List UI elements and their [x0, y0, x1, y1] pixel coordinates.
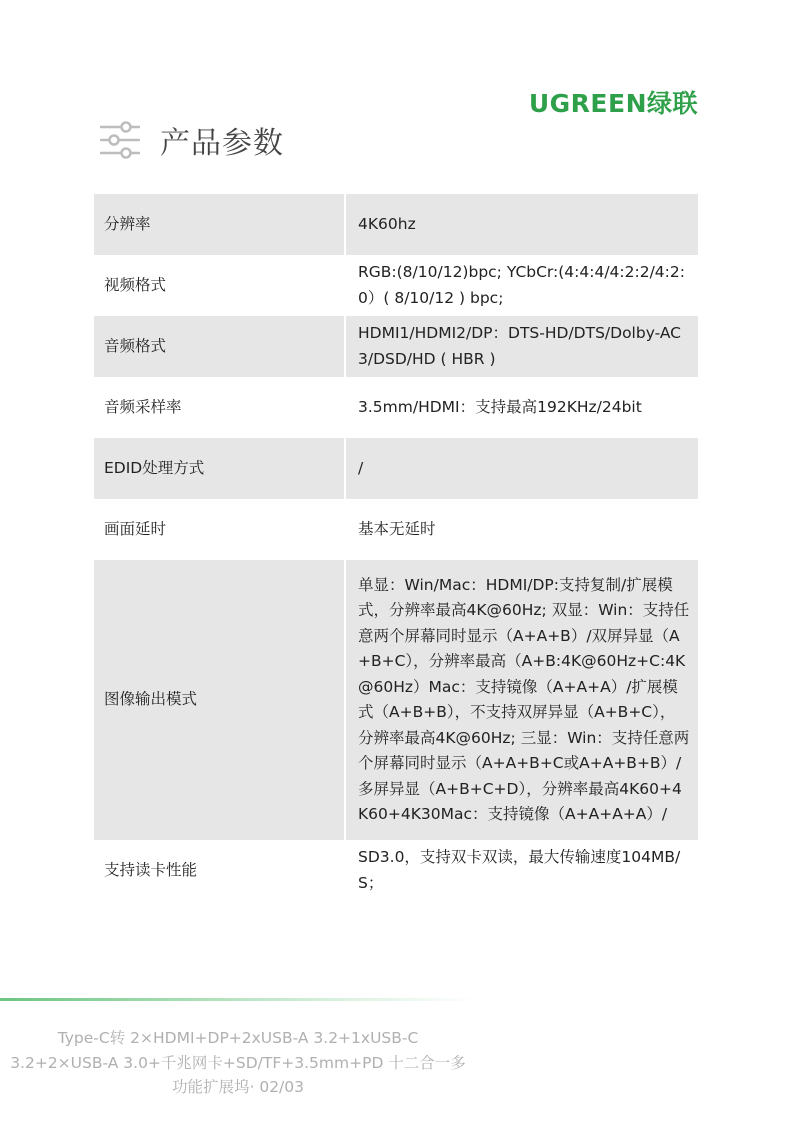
param-label: 音频格式	[94, 316, 344, 377]
param-value: SD3.0，支持双卡双读，最大传输速度104MB/S；	[358, 848, 681, 892]
param-label: EDID处理方式	[94, 438, 344, 499]
param-label: 画面延时	[104, 519, 167, 538]
params-table	[94, 194, 698, 901]
footer-line-1: Type-C转 2×HDMI+DP+2xUSB-A 3.2+1xUSB-C	[57, 1029, 419, 1047]
footer-divider	[0, 998, 480, 1001]
param-label: 音频采样率	[104, 397, 182, 416]
param-value: HDMI1/HDMI2/DP：DTS-HD/DTS/Dolby-AC3/DSD/HD ( HBR )	[346, 316, 698, 377]
param-row	[94, 194, 698, 255]
footer-line-3: 功能扩展坞· 02/03	[171, 1078, 305, 1096]
param-label: 图像输出模式	[94, 560, 344, 840]
ugreen-logo: UGREEN绿联	[528, 89, 698, 118]
param-value: RGB:(8/10/12)bpc; YCbCr:(4:4:4/4:2:2/4:2:0）( 8/10/12 ) bpc;	[358, 263, 685, 307]
param-value: 基本无延时	[358, 519, 436, 538]
sliders-icon	[100, 120, 140, 160]
section-title: 产品参数	[160, 126, 284, 161]
param-label: 支持读卡性能	[104, 860, 198, 879]
param-row	[94, 316, 698, 377]
param-row	[94, 377, 698, 438]
section-header	[100, 118, 284, 162]
param-value: /	[346, 438, 698, 499]
param-label: 分辨率	[94, 194, 344, 255]
param-value: 4K60hz	[346, 194, 698, 255]
param-row	[94, 438, 698, 499]
footer-product-name	[0, 1026, 476, 1100]
param-row	[94, 560, 698, 840]
param-row	[94, 255, 698, 316]
param-label: 视频格式	[104, 275, 167, 294]
param-value: 单显：Win/Mac：HDMI/DP:支持复制/扩展模式，分辨率最高4K@60Hz; 双显：Win：支持任意两个屏幕同时显示（A+A+B）/双屏异显（A+B+C），分辨率最高（A+B:4K@60Hz+C:4K@60Hz）Mac：支持镜像（A+A+A）/扩展模式（A+B+B），不支持双屏异显（A+B+C），分辨率最高4K@60Hz; 三显：Win：支持任意两个屏幕同时显示（A+A+B+C或A+A+B+B）/多屏异显（A+B+C+D），分辨率最高4K60+4K60+4K30Mac：支持镜像（A+A+A+A）/	[346, 560, 698, 840]
param-value: 3.5mm/HDMI：支持最高192KHz/24bit	[358, 397, 642, 416]
param-row	[94, 499, 698, 560]
footer-line-2: 3.2+2×USB-A 3.0+千兆网卡+SD/TF+3.5mm+PD 十二合一多	[10, 1053, 466, 1072]
param-row	[94, 840, 698, 901]
